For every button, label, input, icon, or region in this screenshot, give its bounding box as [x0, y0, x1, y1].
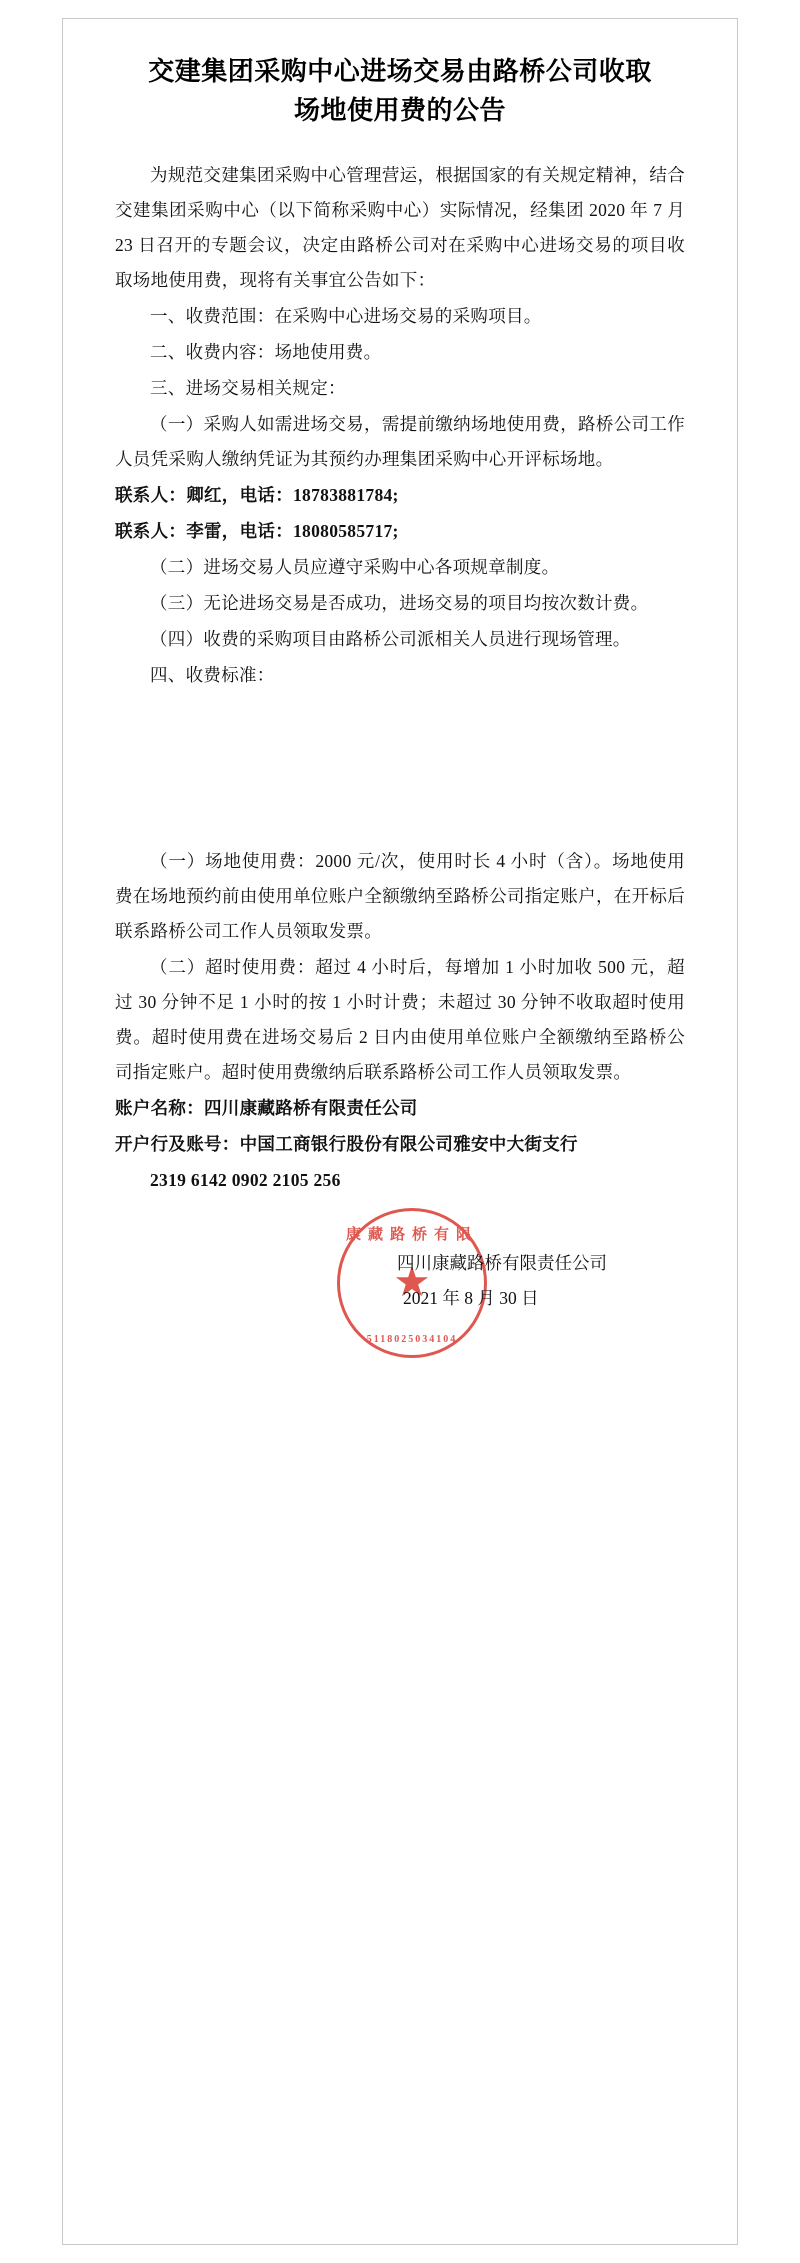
paragraph-fee-standard-heading: 四、收费标准：: [150, 665, 275, 685]
page-title-line-2: 场地使用费的公告: [293, 96, 506, 125]
paragraph-content: 二、收费内容：场地使用费。: [150, 342, 382, 362]
paragraph-intro: 为规范交建集团采购中心管理营运，根据国家的有关规定精神，结合交建集团采购中心（以下简称采购中心）实际情况，经集团 2020 年 7 月 23 日召开的专题会议，决定由路桥公司对在采购中心进场交易的项目收取场地使用费，现将有关事宜公告如下：: [115, 165, 685, 290]
document-content: [115, 0, 685, 1356]
paragraph-rule-4: （四）收费的采购项目由路桥公司派相关人员进行现场管理。: [150, 629, 631, 649]
paragraph-rule-3: （三）无论进场交易是否成功，进场交易的项目均按次数计费。: [150, 593, 649, 613]
paragraph-scope: 一、收费范围：在采购中心进场交易的采购项目。: [150, 306, 542, 326]
signature-company: 四川康藏路桥有限责任公司: [397, 1253, 607, 1273]
seal-bottom-text: 5118025034104: [366, 1334, 458, 1345]
paragraph-contact-2: 联系人：李雷，电话：18080585717;: [115, 521, 399, 541]
paragraph-fee-venue: （一）场地使用费：2000 元/次，使用时长 4 小时（含）。场地使用费在场地预约前由使用单位账户全额缴纳至路桥公司指定账户，在开标后联系路桥公司工作人员领取发票。: [115, 851, 685, 941]
page-title: [115, 52, 685, 130]
page-title-line-1: 交建集团采购中心进场交易由路桥公司收取: [148, 57, 652, 86]
seal-top-text: 康藏路桥有限: [345, 1227, 478, 1243]
signature-area: [115, 1216, 685, 1356]
blank-spacer: [115, 694, 685, 844]
seal-star-icon: ★: [393, 1260, 431, 1306]
paragraph-rules-heading: 三、进场交易相关规定：: [150, 378, 346, 398]
paragraph-fee-overtime: （二）超时使用费：超过 4 小时后，每增加 1 小时加收 500 元，超过 30 分钟不足 1 小时的按 1 小时计费；未超过 30 分钟不收取超时使用费。超时使用费在进场交易后 2 日内由使用单位账户全额缴纳至路桥公司指定账户。超时使用费缴纳后联系路桥公司工作人员领取发票。: [115, 957, 685, 1082]
paragraph-rule-1: （一）采购人如需进场交易，需提前缴纳场地使用费，路桥公司工作人员凭采购人缴纳凭证为其预约办理集团采购中心开评标场地。: [115, 414, 685, 469]
paragraph-rule-2: （二）进场交易人员应遵守采购中心各项规章制度。: [150, 557, 560, 577]
account-name-line: 账户名称：四川康藏路桥有限责任公司: [115, 1098, 418, 1118]
signature-date: 2021 年 8 月 30 日: [403, 1288, 539, 1308]
bank-line: 开户行及账号：中国工商银行股份有限公司雅安中大街支行: [115, 1134, 578, 1154]
signature-block: [397, 1246, 607, 1316]
account-number-line: 2319 6142 0902 2105 256: [150, 1170, 341, 1190]
paragraph-contact-1: 联系人：卿红，电话：18783881784;: [115, 485, 399, 505]
